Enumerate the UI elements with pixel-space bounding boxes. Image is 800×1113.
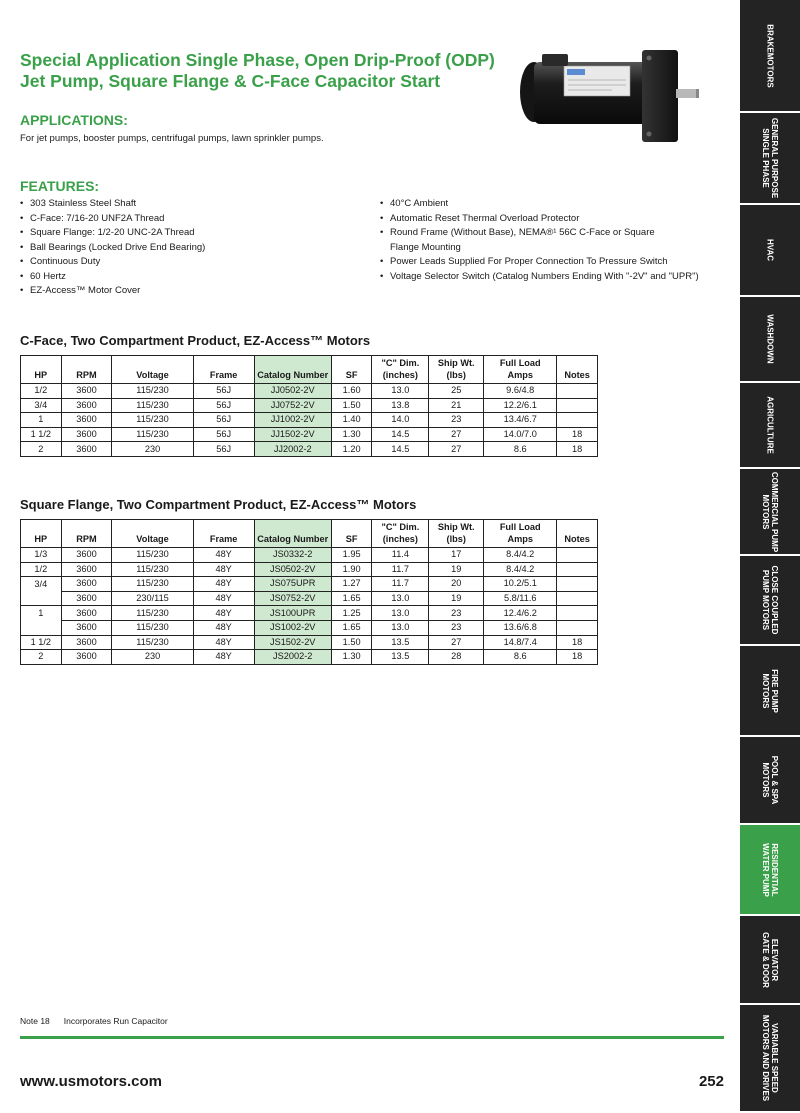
table-cell: 230	[112, 650, 193, 665]
table-cell: 8.4/4.2	[484, 562, 557, 577]
feature-item: • EZ-Access™ Motor Cover	[20, 285, 141, 296]
side-tab-label: WASHDOWN	[765, 314, 775, 364]
table-cell: 56J	[193, 398, 254, 413]
table-cell: 27	[429, 442, 484, 457]
table-cell	[557, 398, 598, 413]
table-cell: 1/2	[21, 384, 62, 399]
table-cell: 21	[429, 398, 484, 413]
col-sf: SF	[331, 520, 372, 548]
table-cell	[557, 548, 598, 563]
table-cell: 13.0	[372, 620, 429, 635]
col-notes: Notes	[557, 356, 598, 384]
side-tab[interactable]	[740, 469, 800, 556]
table-cell: 48Y	[193, 606, 254, 621]
side-tab[interactable]	[740, 205, 800, 297]
table-cell: 115/230	[112, 398, 193, 413]
table-cell: 5.8/11.6	[484, 591, 557, 606]
table-cell: 115/230	[112, 606, 193, 621]
side-tab-label: ELEVATOR GATE & DOOR	[761, 931, 779, 988]
table-cell: 14.5	[372, 427, 429, 442]
table-header-row	[21, 356, 598, 384]
side-tab[interactable]	[740, 825, 800, 916]
table-cell	[557, 562, 598, 577]
table-cell: 3600	[61, 620, 112, 635]
table-cell: JS075UPR	[254, 577, 331, 592]
side-tab[interactable]	[740, 383, 800, 469]
cface-motor-table	[20, 355, 598, 457]
table-cell: 230	[112, 442, 193, 457]
table-row	[21, 650, 598, 665]
table-cell: 1.25	[331, 606, 372, 621]
table-cell: 28	[429, 650, 484, 665]
side-tab-label: COMMERCIAL PUMP MOTORS	[761, 471, 779, 552]
table-cell: 1.65	[331, 591, 372, 606]
col-c-dim: "C" Dim. (inches)	[372, 520, 429, 548]
table-cell: 27	[429, 427, 484, 442]
table-cell	[21, 620, 62, 635]
side-tab[interactable]	[740, 0, 800, 113]
table-row	[21, 620, 598, 635]
table-row	[21, 577, 598, 592]
table-cell: JJ0752-2V	[254, 398, 331, 413]
side-tab-label: GENERAL PURPOSE SINGLE PHASE	[761, 117, 779, 199]
table-cell: 12.4/6.2	[484, 606, 557, 621]
side-tab-label: VARIABLE SPEED MOTORS AND DRIVES	[761, 1014, 779, 1102]
table-cell: 18	[557, 442, 598, 457]
table-cell: 3600	[61, 442, 112, 457]
table-cell: 115/230	[112, 413, 193, 428]
table1-title: C-Face, Two Compartment Product, EZ-Access™ Motors	[20, 333, 371, 348]
title-line-1: Special Application Single Phase, Open Drip-Proof (ODP)	[20, 50, 495, 70]
table-cell: 1.95	[331, 548, 372, 563]
table-cell: 14.5	[372, 442, 429, 457]
col-full-load-amps: Full Load Amps	[484, 356, 557, 384]
table-cell: 13.0	[372, 384, 429, 399]
table-cell: JJ1002-2V	[254, 413, 331, 428]
motor-image	[512, 40, 708, 150]
table-cell: 115/230	[112, 548, 193, 563]
features-heading: FEATURES:	[20, 178, 100, 194]
website-link[interactable]: www.usmotors.com	[20, 1073, 162, 1090]
table-cell: 1 1/2	[21, 635, 62, 650]
feature-item: • Square Flange: 1/2-20 UNC-2A Thread	[20, 227, 195, 238]
table-row	[21, 384, 598, 399]
page-title	[20, 50, 520, 92]
feature-item: • Voltage Selector Switch (Catalog Numbers Ending With "-2V" and "UPR")	[380, 270, 699, 282]
col-c-dim: "C" Dim. (inches)	[372, 356, 429, 384]
table-cell: 11.4	[372, 548, 429, 563]
side-tab-label: HVAC	[765, 238, 775, 262]
table-cell	[557, 606, 598, 621]
footnote	[20, 1016, 168, 1026]
col-voltage: Voltage	[112, 356, 193, 384]
side-tab[interactable]	[740, 916, 800, 1005]
col-notes: Notes	[557, 520, 598, 548]
col-sf: SF	[331, 356, 372, 384]
table-row	[21, 442, 598, 457]
table-cell: 10.2/5.1	[484, 577, 557, 592]
table-row	[21, 398, 598, 413]
table-cell: 1.27	[331, 577, 372, 592]
table-cell: JS0332-2	[254, 548, 331, 563]
table-cell: 56J	[193, 384, 254, 399]
feature-item: • Continuous Duty	[20, 256, 101, 267]
feature-item: • 40°C Ambient	[380, 198, 449, 209]
section-tabs	[740, 0, 800, 1113]
table-cell: 48Y	[193, 635, 254, 650]
feature-item: • Round Frame (Without Base), NEMA®¹ 56C C-Face or Square	[380, 227, 655, 238]
table-cell: 48Y	[193, 562, 254, 577]
col-hp: HP	[34, 370, 48, 380]
side-tab-label: AGRICULTURE	[765, 396, 775, 454]
table-cell: JS100UPR	[254, 606, 331, 621]
table-cell: 2	[21, 442, 62, 457]
feature-item: • Automatic Reset Thermal Overload Protector	[380, 212, 580, 224]
feature-item: • Power Leads Supplied For Proper Connection To Pressure Switch	[380, 256, 668, 267]
table-cell: 3600	[61, 577, 112, 592]
table-cell: 25	[429, 384, 484, 399]
table-cell: 3600	[61, 398, 112, 413]
table-cell	[557, 620, 598, 635]
page-number: 252	[698, 1073, 724, 1090]
table-row	[21, 591, 598, 606]
table-cell: JS1502-2V	[254, 635, 331, 650]
side-tab[interactable]	[740, 556, 800, 646]
footer-divider	[20, 1036, 724, 1039]
side-tab[interactable]	[740, 113, 800, 205]
table-cell: 1 1/2	[21, 427, 62, 442]
table-cell: 13.6/6.8	[484, 620, 557, 635]
col-frame: Frame	[193, 356, 254, 384]
col-ship-wt: Ship Wt. (lbs)	[429, 520, 484, 548]
table-cell: 13.0	[372, 591, 429, 606]
table-cell: 56J	[193, 427, 254, 442]
table-cell	[557, 591, 598, 606]
side-tab-label: CLOSE COUPLED PUMP MOTORS	[761, 565, 779, 635]
table-cell: 18	[557, 650, 598, 665]
features-list-right	[380, 197, 730, 284]
table-cell: 8.4/4.2	[484, 548, 557, 563]
table-header-row	[21, 520, 598, 548]
table-cell: 8.6	[484, 650, 557, 665]
table-cell: 230/115	[112, 591, 193, 606]
side-tab[interactable]	[740, 646, 800, 737]
table-cell: 13.8	[372, 398, 429, 413]
side-tab-label: BRAKEMOTORS	[765, 23, 775, 88]
table-cell: 14.8/7.4	[484, 635, 557, 650]
side-tab[interactable]	[740, 737, 800, 825]
feature-item: • 303 Stainless Steel Shaft	[20, 198, 137, 209]
table-cell: JS0752-2V	[254, 591, 331, 606]
table-cell: 1.40	[331, 413, 372, 428]
table-cell: 20	[429, 577, 484, 592]
table-cell: 3600	[61, 562, 112, 577]
side-tab[interactable]	[740, 1005, 800, 1113]
table-cell: 19	[429, 591, 484, 606]
table-cell: 48Y	[193, 650, 254, 665]
table-cell: 1.60	[331, 384, 372, 399]
table-cell: 48Y	[193, 620, 254, 635]
table-cell: 23	[429, 606, 484, 621]
table-row	[21, 427, 598, 442]
table-cell: 11.7	[372, 577, 429, 592]
square-flange-motor-table	[20, 519, 598, 665]
table-row	[21, 413, 598, 428]
table-cell: 1.90	[331, 562, 372, 577]
table-cell	[21, 591, 62, 606]
table-cell: 1/2	[21, 562, 62, 577]
side-tab-label: RESIDENTIAL WATER PUMP	[761, 842, 779, 897]
table-cell: 1.65	[331, 620, 372, 635]
table-cell: 1	[21, 413, 62, 428]
table-cell: 3/4	[21, 577, 62, 592]
table-cell: 3600	[61, 413, 112, 428]
table-row	[21, 635, 598, 650]
table-cell: 12.2/6.1	[484, 398, 557, 413]
table-cell: 115/230	[112, 577, 193, 592]
table-cell: 14.0/7.0	[484, 427, 557, 442]
table-row	[21, 562, 598, 577]
title-line-2: Jet Pump, Square Flange & C-Face Capacitor Start	[20, 71, 441, 91]
table-cell: 1/3	[21, 548, 62, 563]
table-cell: 14.0	[372, 413, 429, 428]
table-cell: 3600	[61, 606, 112, 621]
table-cell: 115/230	[112, 562, 193, 577]
table-cell: JS2002-2	[254, 650, 331, 665]
table-cell: 56J	[193, 442, 254, 457]
table-cell: 27	[429, 635, 484, 650]
table-cell: JS0502-2V	[254, 562, 331, 577]
col-ship-wt: Ship Wt. (lbs)	[429, 356, 484, 384]
table-cell: 3600	[61, 427, 112, 442]
col-full-load-amps: Full Load Amps	[484, 520, 557, 548]
side-tab[interactable]	[740, 297, 800, 383]
feature-item: • C-Face: 7/16-20 UNF2A Thread	[20, 212, 165, 224]
table-cell	[557, 384, 598, 399]
table-cell: JS1002-2V	[254, 620, 331, 635]
table-cell: 1.30	[331, 650, 372, 665]
side-tab-label: POOL & SPA MOTORS	[761, 755, 779, 805]
table-cell: 8.6	[484, 442, 557, 457]
table-cell: 13.5	[372, 635, 429, 650]
applications-text: For jet pumps, booster pumps, centrifugal pumps, lawn sprinkler pumps.	[20, 133, 324, 144]
table-cell: 115/230	[112, 620, 193, 635]
table-cell: 19	[429, 562, 484, 577]
col-rpm: RPM	[61, 520, 112, 548]
table-cell: 48Y	[193, 591, 254, 606]
table-cell: 1.50	[331, 398, 372, 413]
table-cell: 3600	[61, 548, 112, 563]
table2-title: Square Flange, Two Compartment Product, EZ-Access™ Motors	[20, 497, 417, 512]
table-cell: 23	[429, 413, 484, 428]
table-cell: 56J	[193, 413, 254, 428]
table-cell: 9.6/4.8	[484, 384, 557, 399]
table-cell: JJ2002-2	[254, 442, 331, 457]
table-cell: 1.20	[331, 442, 372, 457]
table-cell: 48Y	[193, 548, 254, 563]
feature-item: • 60 Hertz	[20, 270, 66, 282]
table-cell: 3600	[61, 650, 112, 665]
feature-item: • Ball Bearings (Locked Drive End Bearing)	[20, 241, 206, 253]
table-cell: 11.7	[372, 562, 429, 577]
table-cell: 115/230	[112, 384, 193, 399]
table-cell: 3600	[61, 591, 112, 606]
table-cell: 17	[429, 548, 484, 563]
side-tab-label: FIRE PUMP MOTORS	[761, 668, 779, 713]
table-row	[21, 606, 598, 621]
table-cell: 13.4/6.7	[484, 413, 557, 428]
table-cell: 1.50	[331, 635, 372, 650]
col-rpm: RPM	[61, 356, 112, 384]
col-hp: HP	[34, 534, 48, 544]
table-cell	[557, 577, 598, 592]
table-cell: 48Y	[193, 577, 254, 592]
table-cell: 18	[557, 635, 598, 650]
table-cell: JJ0502-2V	[254, 384, 331, 399]
table-cell: 18	[557, 427, 598, 442]
table-cell: 1	[21, 606, 62, 621]
note-label: Note 18	[20, 1016, 50, 1026]
table-cell: JJ1502-2V	[254, 427, 331, 442]
table-cell: 115/230	[112, 635, 193, 650]
table-cell: 1.30	[331, 427, 372, 442]
col-catalog-number: Catalog Number	[254, 356, 331, 384]
feature-item-continued: Flange Mounting	[390, 241, 461, 253]
table-cell: 2	[21, 650, 62, 665]
features-list-left	[20, 197, 370, 299]
col-catalog-number: Catalog Number	[254, 520, 331, 548]
table-cell: 13.5	[372, 650, 429, 665]
table-cell: 3600	[61, 635, 112, 650]
table-cell: 115/230	[112, 427, 193, 442]
table-cell	[557, 413, 598, 428]
table-row	[21, 548, 598, 563]
col-voltage: Voltage	[112, 520, 193, 548]
col-frame: Frame	[193, 520, 254, 548]
applications-heading: APPLICATIONS:	[20, 112, 128, 128]
table-cell: 23	[429, 620, 484, 635]
table-cell: 3/4	[21, 398, 62, 413]
table-cell: 3600	[61, 384, 112, 399]
table-cell: 13.0	[372, 606, 429, 621]
note-text: Incorporates Run Capacitor	[63, 1016, 168, 1026]
